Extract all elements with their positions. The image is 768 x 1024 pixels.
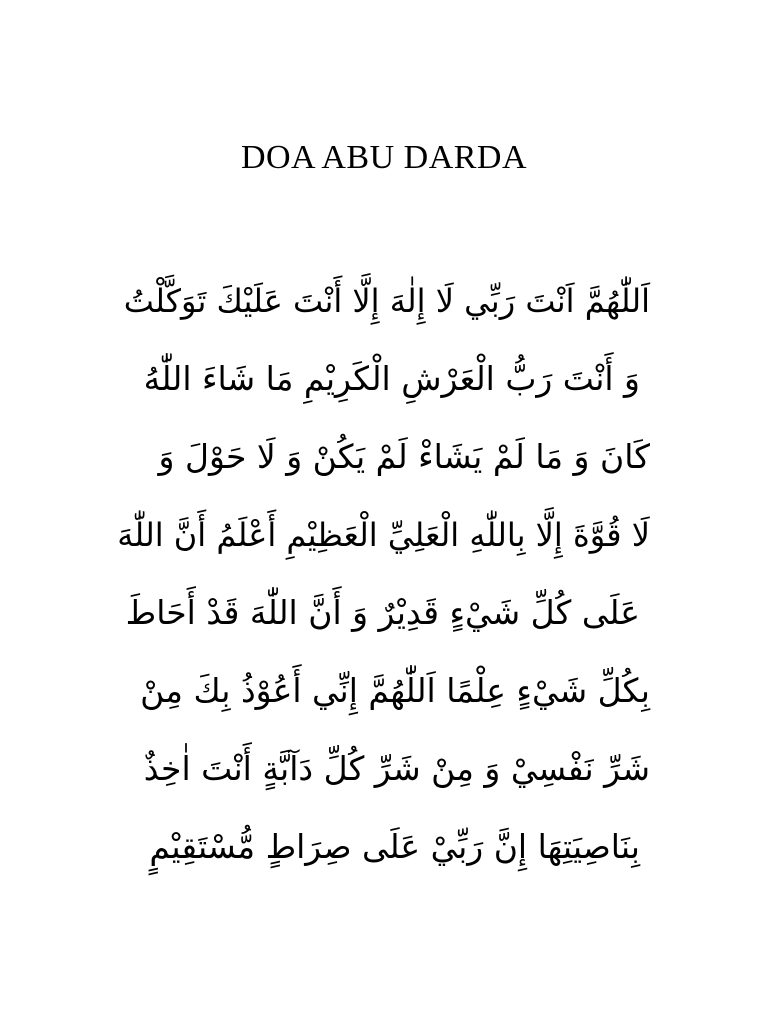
page-title: DOA ABU DARDA [240,139,528,176]
arabic-prayer-text [110,262,650,886]
prayer-line: شَرِّ نَفْسِيْ وَ مِنْ شَرِّ كُلِّ دَآبَّةٍ أَنْتَ اٰخِذٌ [143,749,650,788]
prayer-line: كَانَ وَ مَا لَمْ يَشَاءْ لَمْ يَكُنْ وَ لَا حَوْلَ وَ [158,437,650,476]
prayer-line: عَلَى كُلِّ شَيْءٍ قَدِيْرٌ وَ أَنَّ اللّٰهَ قَدْ أَحَاطَ [125,593,640,632]
prayer-line: بِنَاصِيَتِهَا إِنَّ رَبِّيْ عَلَى صِرَاطٍ مُّسْتَقِيْمٍ [149,827,640,866]
prayer-line: اَللّٰهُمَّ اَنْتَ رَبِّي لَا إِلٰهَ إِلَّا أَنْتَ عَلَيْكَ تَوَكَّلْتُ [123,282,650,320]
prayer-line: بِكُلِّ شَيْءٍ عِلْمًا اَللّٰهُمَّ إِنِّي أَعُوْذُ بِكَ مِنْ [140,671,650,710]
prayer-line: وَ أَنْتَ رَبُّ الْعَرْشِ الْكَرِيْمِ مَا شَاءَ اللّٰهُ [143,359,640,398]
prayer-line: لَا قُوَّةَ إِلَّا بِاللّٰهِ الْعَلِيِّ الْعَظِيْمِ أَعْلَمُ أَنَّ اللّٰهَ [117,516,650,554]
